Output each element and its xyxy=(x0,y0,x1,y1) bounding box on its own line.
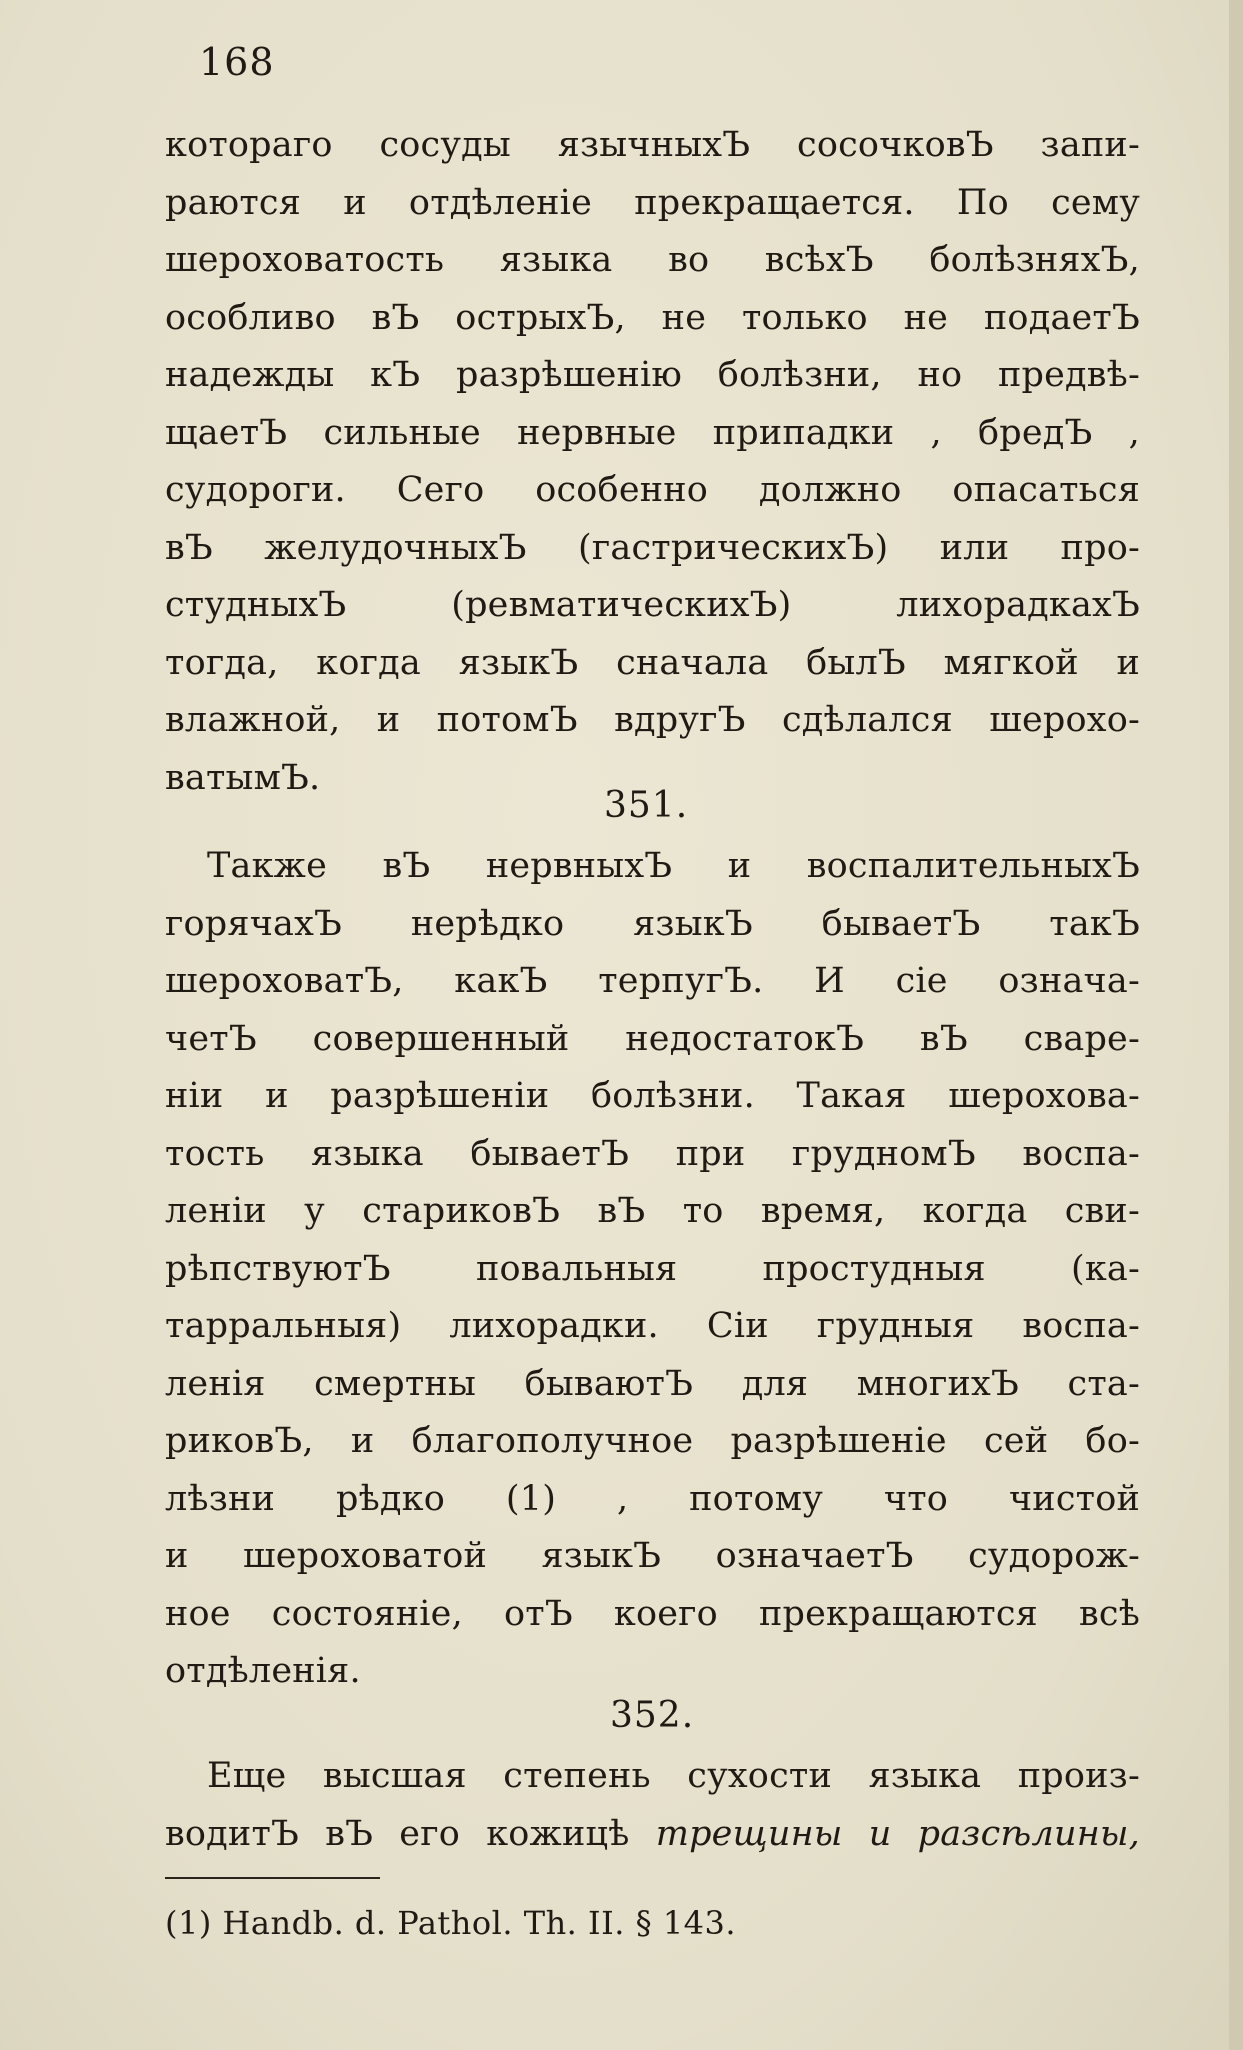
text-fragment: водитЪ вЪ его кожицѣ xyxy=(165,1813,656,1854)
footnote-divider xyxy=(165,1877,380,1879)
paragraph-352 xyxy=(165,1748,1140,1863)
text-line: шероховатЪ, какЪ терпугЪ. И сіе означа- xyxy=(165,961,1140,1001)
text-line: тогда, когда языкЪ сначала былЪ мягкой и xyxy=(165,642,1140,683)
text-line: ніи и разрѣшеніи болѣзни. Такая шерохова- xyxy=(165,1076,1140,1116)
text-line: котораго сосуды язычныхЪ сосочковЪ запи- xyxy=(165,125,1140,165)
section-number-351: 351. xyxy=(604,785,689,826)
section-number-352: 352. xyxy=(610,1695,695,1736)
text-line: ное состояніе, отЪ коего прекращаются всѣ xyxy=(165,1593,1140,1634)
text-line: студныхЪ (ревматическихЪ) лихорадкахЪ xyxy=(165,585,1140,625)
paragraph-351 xyxy=(165,838,1140,1701)
text-line: Еще высшая степень сухости языка произ- xyxy=(207,1756,1140,1796)
page-number: 168 xyxy=(199,40,275,84)
text-line: надежды кЪ разрѣшенію болѣзни, но предвѣ- xyxy=(165,355,1140,395)
text-line: леніи у стариковЪ вЪ то время, когда сви- xyxy=(165,1191,1140,1231)
text-line: лѣзни рѣдко (1) , потому что чистой xyxy=(165,1478,1140,1519)
footnote: (1) Handb. d. Pathol. Th. II. § 143. xyxy=(165,1904,737,1942)
text-line: четЪ совершенный недостатокЪ вЪ сваре- xyxy=(165,1018,1140,1059)
text-line: тость языка бываетЪ при грудномЪ воспа- xyxy=(165,1133,1140,1174)
text-line: раются и отдѣленіе прекращается. По сему xyxy=(165,182,1140,223)
text-line: отдѣленія. xyxy=(165,1651,361,1691)
text-line: ленія смертны бываютЪ для многихЪ ста- xyxy=(165,1363,1140,1404)
text-line: рѣпствуютЪ повальныя простудныя (ка- xyxy=(165,1248,1140,1289)
text-line: тарральныя) лихорадки. Сіи грудныя воспа- xyxy=(165,1306,1140,1346)
text-line: судороги. Сего особенно должно опасаться xyxy=(165,470,1140,510)
text-line: горячахЪ нерѣдко языкЪ бываетЪ такЪ xyxy=(165,903,1140,944)
text-line: влажной, и потомЪ вдругЪ сдѣлался шерохо- xyxy=(165,700,1140,740)
text-line xyxy=(165,1806,1140,1864)
text-line: щаетЪ сильные нервные припадки , бредЪ , xyxy=(165,412,1140,453)
text-line: особливо вЪ острыхЪ, не только не подаетЪ xyxy=(165,297,1140,338)
page-edge xyxy=(1229,0,1243,2050)
italic-phrase: трещины и разсѣлины, xyxy=(655,1813,1140,1854)
text-line: ватымЪ. xyxy=(165,757,321,798)
text-line: и шероховатой языкЪ означаетЪ судорож- xyxy=(165,1536,1140,1576)
text-line: риковЪ, и благополучное разрѣшеніе сей бо- xyxy=(165,1421,1140,1461)
text-line: вЪ желудочныхЪ (гастрическихЪ) или про- xyxy=(165,527,1140,568)
paragraph-continuation xyxy=(165,117,1140,807)
text-line: шероховатость языка во всѣхЪ болѣзняхЪ, xyxy=(165,240,1140,280)
text-line: Также вЪ нервныхЪ и воспалительныхЪ xyxy=(207,846,1140,886)
